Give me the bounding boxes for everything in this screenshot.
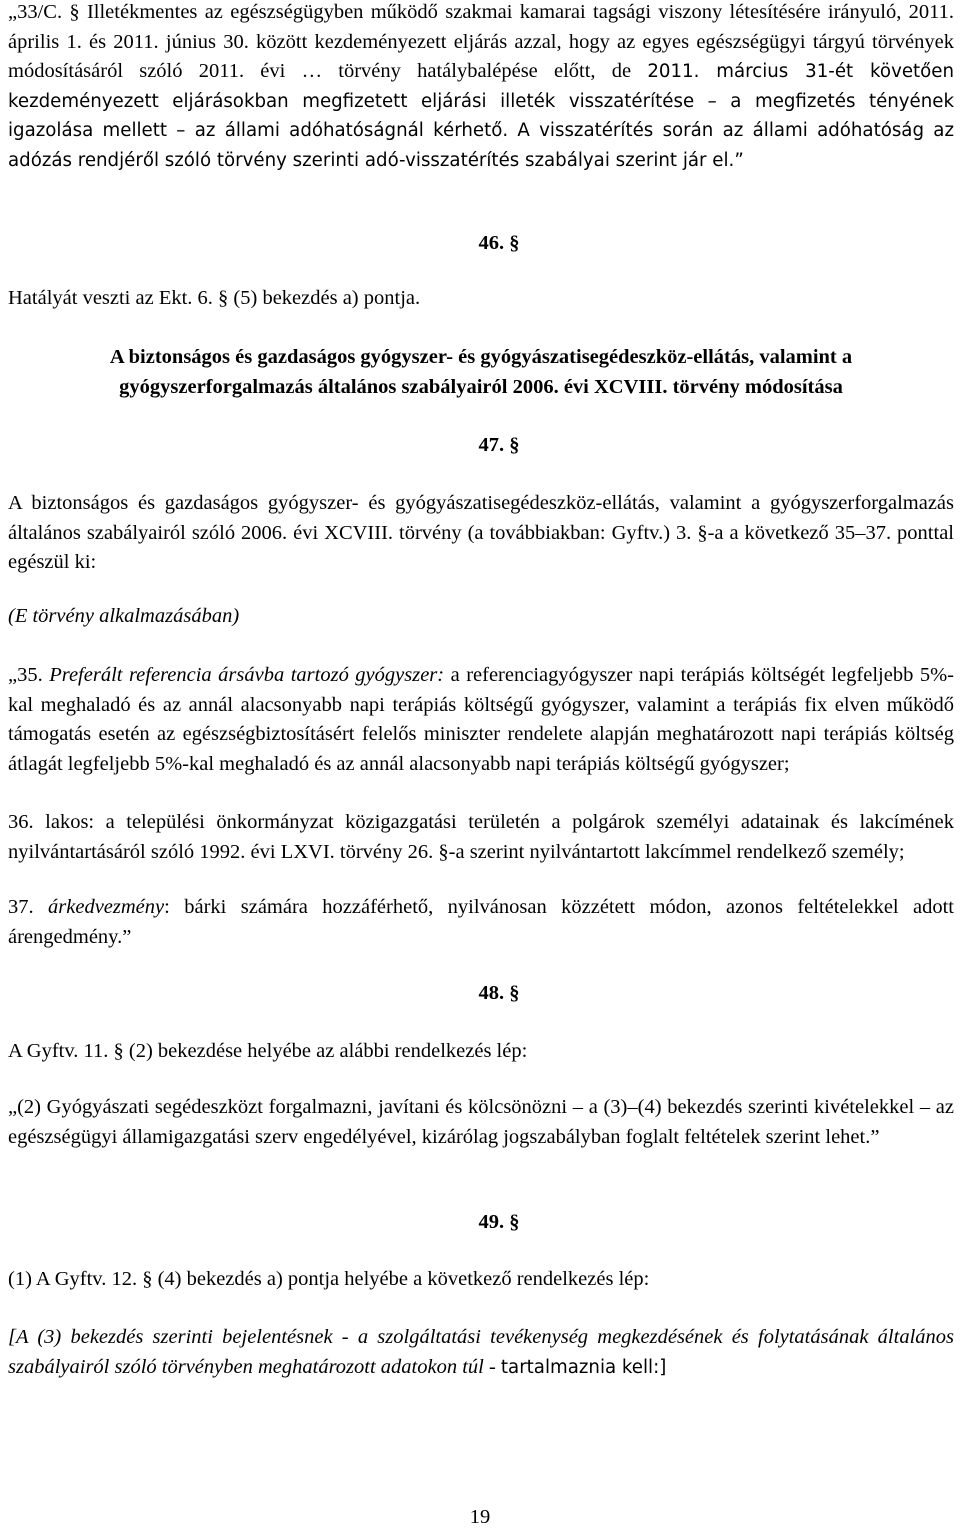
definition-37: 37. árkedvezmény: bárki számára hozzáférhető, nyilvánosan közzétett módon, azonos feltételekkel adott árengedmény.” (8, 896, 955, 948)
section-48-quote: „(2) Gyógyászati segédeszközt forgalmazni, javítani és kölcsönözni – a (3)–(4) bekezdés szerinti kivételekkel – az egészségügyi államigazgatási szerv engedélyével, kizárólag jogszabályban foglalt feltételek szerint lehet.” (8, 1096, 954, 1148)
section-49-heading: 49. § (478, 1211, 520, 1233)
page-number: 19 (469, 1506, 491, 1528)
section-heading-gyftv: A biztonságos és gazdaságos gyógyszer- és gyógyászatisegédeszköz-ellátás, valamint a gyógyszerforgalmazás általános szabályairól 2006. évi XCVIII. törvény módosítása (109, 346, 853, 398)
section-48-text: A Gyftv. 11. § (2) bekezdése helyébe az alábbi rendelkezés lép: (8, 1040, 528, 1062)
section-47-text: A biztonságos és gazdaságos gyógyszer- és gyógyászatisegédeszköz-ellátás, valamint a gyógyszerforgalmazás általános szabályairól szóló 2006. évi XCVIII. törvény (a továbbiakban: Gyftv.) 3. §-a a következő 35–37. ponttal egészül ki: (8, 492, 954, 574)
paragraph-33c-part1: „33/C. § Illetékmentes az egészségügyben működő szakmai kamarai tagsági viszony létesítésére irányuló, 2011. április 1. és 2011. június 30. között kezdeményezett eljárás azzal, hogy az egyes egészségügyi tárgyú törvények módosításáról szóló 2011. évi … törvény hatálybalépése előtt, de (8, 1, 954, 83)
section-48-heading: 48. § (478, 982, 520, 1004)
definition-36: 36. lakos: a települési önkormányzat közigazgatási területén a polgárok személyi adatainak és lakcímének nyilvántartásáról szóló 1992. évi LXVI. törvény 26. §-a szerint nyilvántartott lakcímmel rendelkező személy; (8, 811, 954, 863)
definition-37-term: árkedvezmény (48, 896, 165, 918)
section-47-scope: (E törvény alkalmazásában) (8, 605, 240, 627)
section-49-text: (1) A Gyftv. 12. § (4) bekezdés a) pontja helyébe a következő rendelkezés lép: (8, 1268, 650, 1290)
section-46-heading: 46. § (478, 232, 520, 254)
definition-35: „35. Preferált referencia ársávba tartozó gyógyszer: a referenciagyógyszer napi terápiás költségét legfeljebb 5%-kal meghaladó és az annál alacsonyabb napi terápiás költségű gyógyszer, valamint a terápiás fix elven működő támogatás esetén az egészségbiztosításért felelős miniszter rendelete alapján meghatározott napi terápiás költség átlagát legfeljebb 5%-kal meghaladó és az annál alacsonyabb napi terápiás költségű gyógyszer; (8, 664, 954, 775)
section-46-text: Hatályát veszti az Ekt. 6. § (5) bekezdés a) pontja. (8, 287, 421, 309)
section-47-heading: 47. § (478, 434, 520, 456)
paragraph-33c (8, 0, 954, 176)
section-49-quote: [A (3) bekezdés szerinti bejelentésnek - a szolgáltatási tevékenység megkezdésének és folytatásának általános szabályairól szóló törvényben meghatározott adatokon túl - tartalmaznia kell:] (8, 1326, 954, 1378)
paragraph-33c-part2: 2011. március 31-ét követően kezdeményezett eljárásokban megfizetett eljárási illeték visszatérítése – a megfizetés tényének igazolása mellett – az állami adóhatóságnál kérhető. A visszatérítés során az állami adóhatóság az adózás rendjéről szóló törvény szerinti adó-visszatérítés szabályai szerint jár el.” (8, 61, 954, 171)
definition-35-term: Preferált referencia ársávba tartozó gyógyszer: (49, 664, 445, 686)
